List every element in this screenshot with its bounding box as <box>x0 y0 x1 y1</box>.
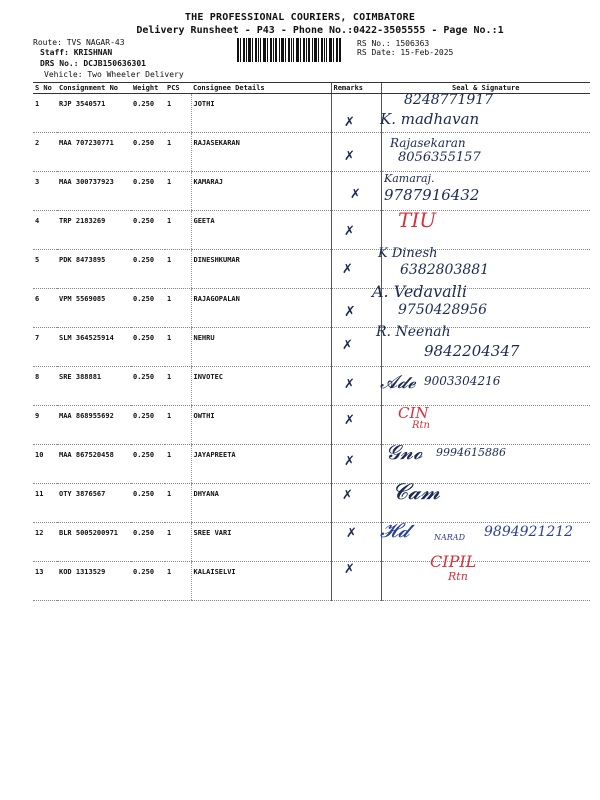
cell-pcs: 1 <box>165 328 191 367</box>
cell-remarks <box>331 406 381 445</box>
cell-weight: 0.250 <box>131 406 165 445</box>
handwritten-signature: 𝓒𝓪𝓶 <box>392 480 441 505</box>
cell-weight: 0.250 <box>131 250 165 289</box>
handwritten-signature: 𝓗𝓭 <box>380 518 410 542</box>
cell-pcs: 1 <box>165 250 191 289</box>
handwritten-signature: A. Vedavalli <box>372 282 467 301</box>
cell-pcs: 1 <box>165 211 191 250</box>
table-row <box>33 445 590 484</box>
cell-consignment: VPM 5569085 <box>57 289 131 328</box>
vehicle-label: Vehicle: Two Wheeler Delivery <box>44 70 184 79</box>
table-row <box>33 250 590 289</box>
cell-pcs: 1 <box>165 289 191 328</box>
cell-weight: 0.250 <box>131 484 165 523</box>
col-pcs-header: PCS <box>165 83 191 94</box>
cell-weight: 0.250 <box>131 367 165 406</box>
cell-remarks <box>331 94 381 133</box>
rs-date: RS Date: 15-Feb-2025 <box>357 48 454 57</box>
cell-remarks <box>331 328 381 367</box>
handwritten-phone: 9994615886 <box>436 446 506 459</box>
handwritten-phone: 9750428956 <box>398 302 488 318</box>
cell-sno: 10 <box>33 445 57 484</box>
cell-signature <box>381 562 590 601</box>
cell-sno: 9 <box>33 406 57 445</box>
cell-weight: 0.250 <box>131 94 165 133</box>
cell-consignee: DHYANA <box>191 484 331 523</box>
cell-weight: 0.250 <box>131 289 165 328</box>
table-row <box>33 406 590 445</box>
table-row <box>33 484 590 523</box>
table-row <box>33 289 590 328</box>
cell-remarks <box>331 211 381 250</box>
remark-tick-icon: ✗ <box>344 115 355 130</box>
remark-tick-icon: ✗ <box>344 562 355 577</box>
cell-weight: 0.250 <box>131 523 165 562</box>
cell-pcs: 1 <box>165 445 191 484</box>
cell-sno: 7 <box>33 328 57 367</box>
remark-tick-icon: ✗ <box>342 262 353 277</box>
cell-consignment: MAA 707230771 <box>57 133 131 172</box>
col-remarks-header: Remarks <box>331 83 381 94</box>
cell-weight: 0.250 <box>131 445 165 484</box>
barcode-image <box>237 38 341 62</box>
cell-sno: 1 <box>33 94 57 133</box>
cell-sno: 6 <box>33 289 57 328</box>
cell-weight: 0.250 <box>131 211 165 250</box>
handwritten-phone: 8056355157 <box>398 150 481 165</box>
company-title: THE PROFESSIONAL COURIERS, COIMBATORE <box>184 12 416 23</box>
cell-pcs: 1 <box>165 172 191 211</box>
handwritten-signature: K. madhavan <box>380 110 480 128</box>
route-label: Route: TVS NAGAR-43 <box>33 38 125 47</box>
handwritten-name: Rajasekaran <box>390 136 466 150</box>
handwritten-note: CIPIL <box>430 552 477 571</box>
table-row <box>33 172 590 211</box>
handwritten-phone: 9894921212 <box>484 524 574 540</box>
cell-remarks <box>331 133 381 172</box>
handwritten-note: Rtn <box>448 570 468 583</box>
cell-consignment: KOD 1313529 <box>57 562 131 601</box>
cell-pcs: 1 <box>165 94 191 133</box>
cell-consignee: JAYAPREETA <box>191 445 331 484</box>
remark-tick-icon: ✗ <box>350 187 361 202</box>
cell-pcs: 1 <box>165 406 191 445</box>
cell-consignee: DINESHKUMAR <box>191 250 331 289</box>
cell-consignee: OWTHI <box>191 406 331 445</box>
handwritten-signature: 𝓐𝓭𝓮 <box>380 372 416 393</box>
handwritten-name: Kamaraj. <box>384 172 435 185</box>
cell-pcs: 1 <box>165 367 191 406</box>
table-row <box>33 211 590 250</box>
cell-consignee: KALAISELVI <box>191 562 331 601</box>
cell-sno: 4 <box>33 211 57 250</box>
table-header-row <box>33 83 590 94</box>
handwritten-phone: 6382803881 <box>400 262 490 278</box>
cell-consignment: MAA 300737923 <box>57 172 131 211</box>
cell-consignment: MAA 867520458 <box>57 445 131 484</box>
cell-sno: 12 <box>33 523 57 562</box>
cell-consignment: RJP 3540571 <box>57 94 131 133</box>
cell-weight: 0.250 <box>131 328 165 367</box>
handwritten-note: TIU <box>398 208 437 232</box>
cell-consignee: SREE VARI <box>191 523 331 562</box>
handwritten-signature: 𝓖𝓷𝓸 <box>386 440 423 464</box>
cell-pcs: 1 <box>165 523 191 562</box>
cell-pcs: 1 <box>165 562 191 601</box>
cell-remarks <box>331 562 381 601</box>
col-sno-header: S No <box>33 83 57 94</box>
handwritten-note: NARAD <box>434 533 465 542</box>
cell-sno: 8 <box>33 367 57 406</box>
staff-label: Staff: KRISHNAN <box>40 48 113 57</box>
cell-consignment: OTY 3876567 <box>57 484 131 523</box>
handwritten-phone: 9787916432 <box>384 186 480 204</box>
table-row <box>33 133 590 172</box>
remark-tick-icon: ✗ <box>344 224 355 239</box>
cell-sno: 11 <box>33 484 57 523</box>
cell-consignee: GEETA <box>191 211 331 250</box>
cell-consignee: KAMARAJ <box>191 172 331 211</box>
cell-consignment: MAA 868955692 <box>57 406 131 445</box>
remark-tick-icon: ✗ <box>344 149 355 164</box>
cell-consignee: RAJAGOPALAN <box>191 289 331 328</box>
table-row <box>33 562 590 601</box>
col-weight-header: Weight <box>131 83 165 94</box>
cell-consignment: TRP 2183269 <box>57 211 131 250</box>
handwritten-signature: R. Neenah <box>376 324 451 340</box>
remark-tick-icon: ✗ <box>342 338 353 353</box>
handwritten-phone: 9003304216 <box>424 374 501 388</box>
cell-consignee: INVOTEC <box>191 367 331 406</box>
runsheet-title: Delivery Runsheet - P43 - Phone No.:0422-3505555 - Page No.:1 <box>136 25 504 36</box>
remark-tick-icon: ✗ <box>346 526 357 541</box>
cell-weight: 0.250 <box>131 562 165 601</box>
cell-consignment: BLR 5005200971 <box>57 523 131 562</box>
rs-number: RS No.: 1506363 <box>357 39 430 48</box>
remark-tick-icon: ✗ <box>342 488 353 503</box>
cell-remarks <box>331 484 381 523</box>
cell-weight: 0.250 <box>131 133 165 172</box>
cell-remarks <box>331 445 381 484</box>
cell-sno: 5 <box>33 250 57 289</box>
cell-consignee: NEHRU <box>191 328 331 367</box>
cell-pcs: 1 <box>165 133 191 172</box>
cell-weight: 0.250 <box>131 172 165 211</box>
handwritten-signature: K Dinesh <box>378 246 438 261</box>
table-row <box>33 94 590 133</box>
remark-tick-icon: ✗ <box>344 304 356 320</box>
drs-label: DRS No.: DCJB150636301 <box>40 59 146 68</box>
cell-remarks <box>331 367 381 406</box>
remark-tick-icon: ✗ <box>344 454 355 469</box>
cell-sno: 2 <box>33 133 57 172</box>
cell-consignment: SRE 388881 <box>57 367 131 406</box>
cell-pcs: 1 <box>165 484 191 523</box>
cell-consignee: RAJASEKARAN <box>191 133 331 172</box>
remark-tick-icon: ✗ <box>344 413 355 428</box>
handwritten-note: Rtn <box>412 420 430 431</box>
remark-tick-icon: ✗ <box>344 377 355 392</box>
handwritten-note: CIN <box>398 404 429 422</box>
handwritten-phone: 9842204347 <box>424 342 520 360</box>
cell-consignee: JOTHI <box>191 94 331 133</box>
cell-sno: 3 <box>33 172 57 211</box>
col-consignee-header: Consignee Details <box>191 83 331 94</box>
handwritten-phone: 8248771917 <box>404 92 494 108</box>
table-row <box>33 367 590 406</box>
cell-consignment: PDK 8473895 <box>57 250 131 289</box>
cell-consignment: SLM 364525914 <box>57 328 131 367</box>
col-consignment-header: Consignment No <box>57 83 131 94</box>
cell-sno: 13 <box>33 562 57 601</box>
col-signature-header: Seal & Signature <box>381 83 590 94</box>
